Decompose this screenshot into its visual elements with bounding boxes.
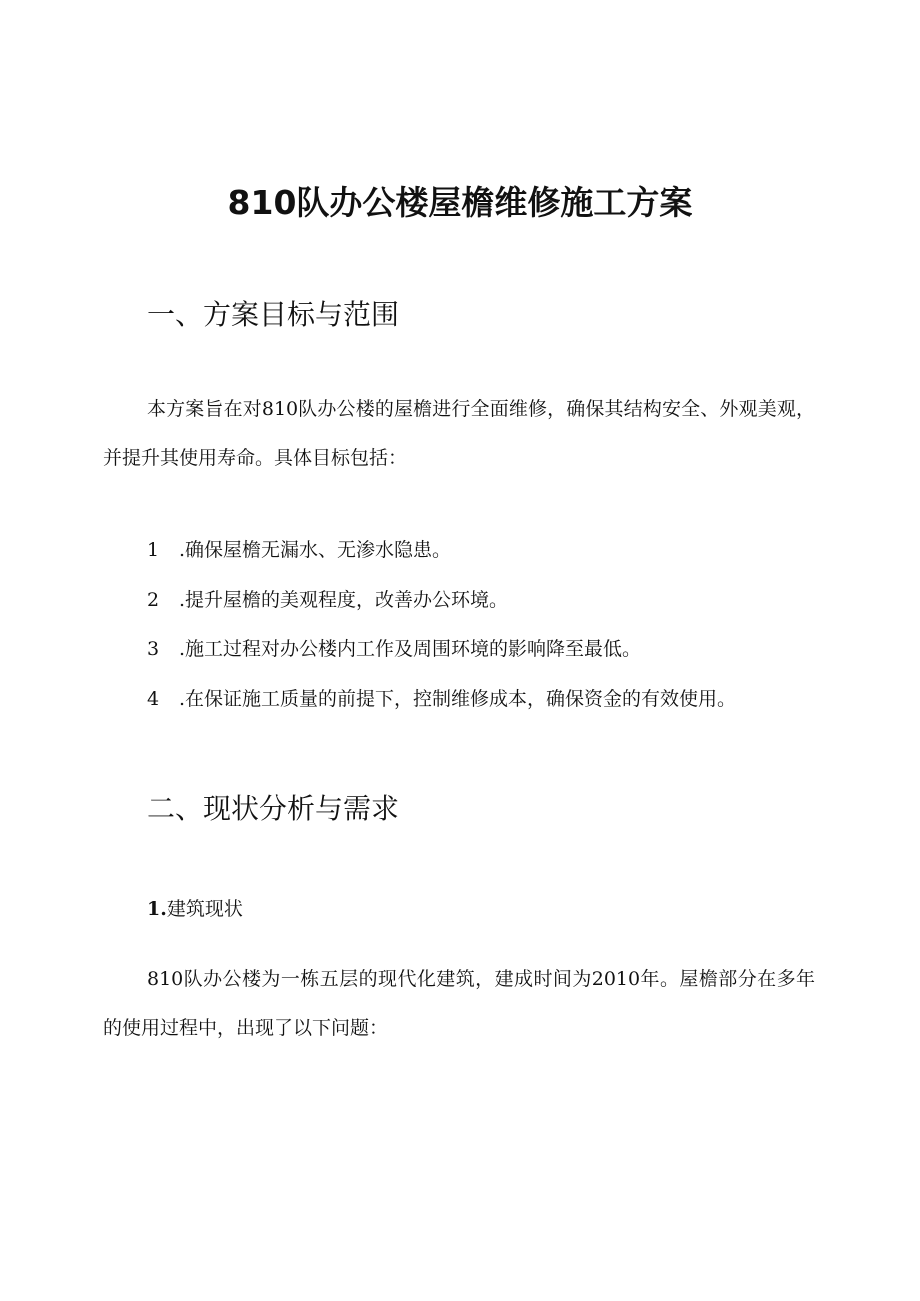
subsection-heading-building-status	[147, 894, 243, 924]
goal-item-1	[147, 535, 451, 565]
building-status-paragraph: 810队办公楼为一栋五层的现代化建筑，建成时间为2010年。屋檐部分在多年的使用过程中，出现了以下问题：	[103, 968, 815, 1039]
goal-item-number: 2	[147, 589, 160, 611]
goal-item-4	[147, 684, 736, 714]
goal-item-number: 1	[147, 539, 160, 561]
goal-item-text: .提升屋檐的美观程度，改善办公环境。	[179, 589, 509, 611]
goals-intro-paragraph: 本方案旨在对810队办公楼的屋檐进行全面维修，确保其结构安全、外观美观，并提升其使用寿命。具体目标包括：	[103, 398, 815, 469]
subsection-number: 1.	[147, 898, 167, 920]
goal-item-text: .施工过程对办公楼内工作及周围环境的影响降至最低。	[179, 638, 642, 660]
goal-item-text: .确保屋檐无漏水、无渗水隐患。	[179, 539, 452, 561]
goal-item-text: .在保证施工质量的前提下，控制维修成本，确保资金的有效使用。	[179, 688, 737, 710]
section-heading-analysis: 二、现状分析与需求	[147, 792, 400, 825]
document-title: 810队办公楼屋檐维修施工方案	[227, 183, 693, 222]
goal-item-3	[147, 634, 641, 664]
section-heading-goals: 一、方案目标与范围	[147, 298, 400, 331]
goal-item-number: 3	[147, 638, 160, 660]
subsection-label: 建筑现状	[166, 898, 243, 920]
goal-item-2	[147, 585, 508, 615]
goal-item-number: 4	[147, 688, 160, 710]
